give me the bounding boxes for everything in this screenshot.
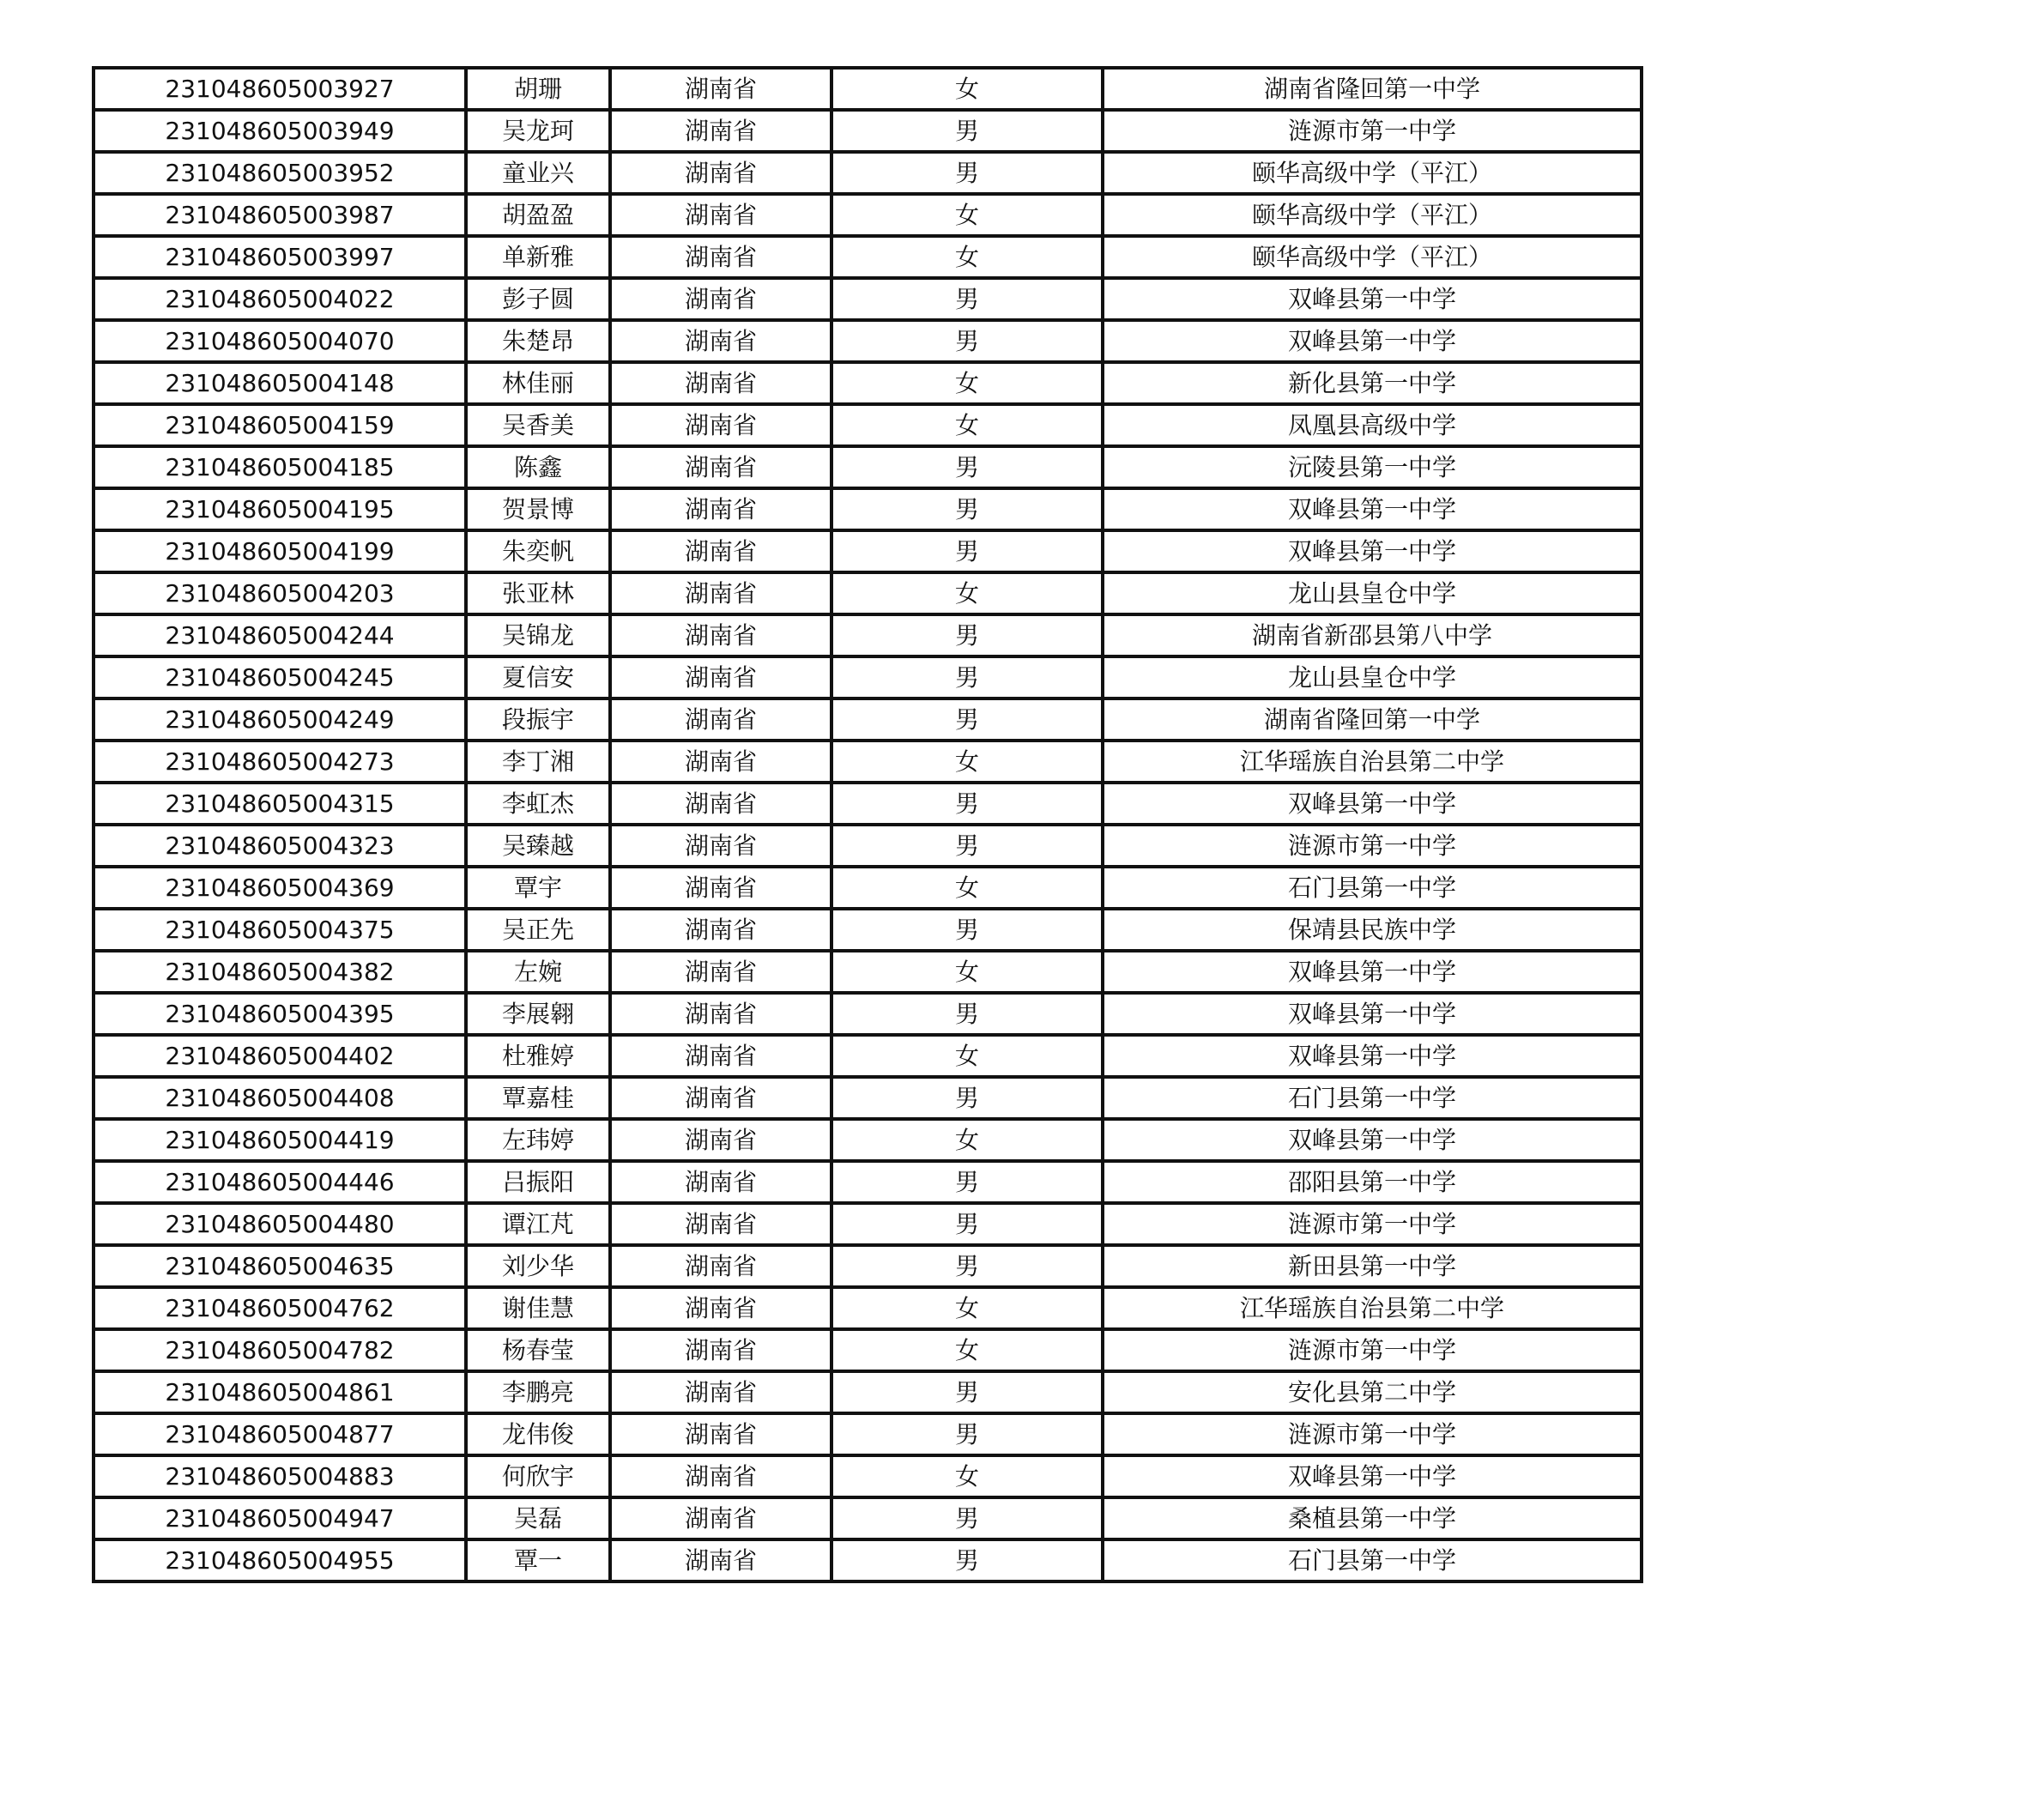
name-cell: 朱楚昂 <box>466 320 610 362</box>
school-cell: 湖南省隆回第一中学 <box>1103 68 1642 110</box>
name-cell: 左婉 <box>466 951 610 993</box>
name-cell: 覃嘉桂 <box>466 1077 610 1119</box>
exam-id-cell: 231048605004375 <box>94 909 466 951</box>
gender-cell: 男 <box>832 530 1103 572</box>
name-cell: 李鹏亮 <box>466 1371 610 1413</box>
table-row <box>94 993 1642 1035</box>
exam-id-cell: 231048605003949 <box>94 110 466 152</box>
gender-cell: 男 <box>832 1245 1103 1287</box>
school-cell: 桑植县第一中学 <box>1103 1497 1642 1539</box>
school-cell: 凤凰县高级中学 <box>1103 404 1642 446</box>
gender-cell: 男 <box>832 1371 1103 1413</box>
school-cell: 双峰县第一中学 <box>1103 1035 1642 1077</box>
exam-id-cell: 231048605003987 <box>94 194 466 236</box>
province-cell: 湖南省 <box>610 1371 832 1413</box>
school-cell: 江华瑶族自治县第二中学 <box>1103 1287 1642 1329</box>
province-cell: 湖南省 <box>610 951 832 993</box>
table-row <box>94 1413 1642 1455</box>
province-cell: 湖南省 <box>610 236 832 278</box>
province-cell: 湖南省 <box>610 362 832 404</box>
gender-cell: 女 <box>832 867 1103 909</box>
name-cell: 胡珊 <box>466 68 610 110</box>
name-cell: 何欣宇 <box>466 1455 610 1497</box>
name-cell: 吴锦龙 <box>466 614 610 656</box>
gender-cell: 男 <box>832 1497 1103 1539</box>
table-row <box>94 446 1642 488</box>
name-cell: 吴磊 <box>466 1497 610 1539</box>
name-cell: 夏信安 <box>466 656 610 698</box>
name-cell: 杜雅婷 <box>466 1035 610 1077</box>
gender-cell: 男 <box>832 1161 1103 1203</box>
exam-id-cell: 231048605004883 <box>94 1455 466 1497</box>
school-cell: 涟源市第一中学 <box>1103 110 1642 152</box>
exam-id-cell: 231048605003997 <box>94 236 466 278</box>
exam-id-cell: 231048605004395 <box>94 993 466 1035</box>
table-row <box>94 1455 1642 1497</box>
gender-cell: 男 <box>832 783 1103 825</box>
province-cell: 湖南省 <box>610 1455 832 1497</box>
gender-cell: 女 <box>832 1119 1103 1161</box>
table-row <box>94 572 1642 614</box>
gender-cell: 男 <box>832 909 1103 951</box>
exam-id-cell: 231048605004382 <box>94 951 466 993</box>
province-cell: 湖南省 <box>610 741 832 783</box>
exam-id-cell: 231048605004244 <box>94 614 466 656</box>
exam-id-cell: 231048605004273 <box>94 741 466 783</box>
table-row <box>94 236 1642 278</box>
province-cell: 湖南省 <box>610 194 832 236</box>
school-cell: 双峰县第一中学 <box>1103 1455 1642 1497</box>
name-cell: 谢佳慧 <box>466 1287 610 1329</box>
name-cell: 李展翱 <box>466 993 610 1035</box>
school-cell: 涟源市第一中学 <box>1103 825 1642 867</box>
gender-cell: 女 <box>832 68 1103 110</box>
province-cell: 湖南省 <box>610 993 832 1035</box>
table-row <box>94 1539 1642 1581</box>
exam-id-cell: 231048605004947 <box>94 1497 466 1539</box>
exam-id-cell: 231048605004185 <box>94 446 466 488</box>
table-row <box>94 614 1642 656</box>
name-cell: 林佳丽 <box>466 362 610 404</box>
gender-cell: 女 <box>832 741 1103 783</box>
province-cell: 湖南省 <box>610 614 832 656</box>
province-cell: 湖南省 <box>610 1245 832 1287</box>
gender-cell: 男 <box>832 446 1103 488</box>
school-cell: 沅陵县第一中学 <box>1103 446 1642 488</box>
province-cell: 湖南省 <box>610 1539 832 1581</box>
gender-cell: 女 <box>832 1287 1103 1329</box>
name-cell: 李丁湘 <box>466 741 610 783</box>
school-cell: 安化县第二中学 <box>1103 1371 1642 1413</box>
school-cell: 涟源市第一中学 <box>1103 1413 1642 1455</box>
gender-cell: 女 <box>832 1329 1103 1371</box>
exam-id-cell: 231048605004315 <box>94 783 466 825</box>
name-cell: 朱奕帆 <box>466 530 610 572</box>
table-row <box>94 278 1642 320</box>
exam-id-cell: 231048605003927 <box>94 68 466 110</box>
school-cell: 颐华高级中学（平江） <box>1103 194 1642 236</box>
province-cell: 湖南省 <box>610 867 832 909</box>
school-cell: 双峰县第一中学 <box>1103 1119 1642 1161</box>
school-cell: 湖南省新邵县第八中学 <box>1103 614 1642 656</box>
school-cell: 石门县第一中学 <box>1103 1539 1642 1581</box>
exam-id-cell: 231048605004195 <box>94 488 466 530</box>
school-cell: 涟源市第一中学 <box>1103 1329 1642 1371</box>
name-cell: 张亚林 <box>466 572 610 614</box>
table-row <box>94 152 1642 194</box>
table-row <box>94 698 1642 741</box>
exam-id-cell: 231048605003952 <box>94 152 466 194</box>
province-cell: 湖南省 <box>610 1161 832 1203</box>
table-row <box>94 1371 1642 1413</box>
province-cell: 湖南省 <box>610 404 832 446</box>
gender-cell: 女 <box>832 572 1103 614</box>
school-cell: 双峰县第一中学 <box>1103 488 1642 530</box>
table-row <box>94 1497 1642 1539</box>
table-row <box>94 320 1642 362</box>
province-cell: 湖南省 <box>610 656 832 698</box>
gender-cell: 男 <box>832 1203 1103 1245</box>
school-cell: 双峰县第一中学 <box>1103 320 1642 362</box>
table-row <box>94 68 1642 110</box>
province-cell: 湖南省 <box>610 783 832 825</box>
exam-id-cell: 231048605004762 <box>94 1287 466 1329</box>
exam-id-cell: 231048605004070 <box>94 320 466 362</box>
province-cell: 湖南省 <box>610 1413 832 1455</box>
province-cell: 湖南省 <box>610 320 832 362</box>
school-cell: 涟源市第一中学 <box>1103 1203 1642 1245</box>
name-cell: 吴臻越 <box>466 825 610 867</box>
province-cell: 湖南省 <box>610 488 832 530</box>
province-cell: 湖南省 <box>610 278 832 320</box>
province-cell: 湖南省 <box>610 1203 832 1245</box>
school-cell: 邵阳县第一中学 <box>1103 1161 1642 1203</box>
province-cell: 湖南省 <box>610 446 832 488</box>
exam-id-cell: 231048605004022 <box>94 278 466 320</box>
name-cell: 彭子圆 <box>466 278 610 320</box>
exam-id-cell: 231048605004159 <box>94 404 466 446</box>
exam-id-cell: 231048605004199 <box>94 530 466 572</box>
province-cell: 湖南省 <box>610 1077 832 1119</box>
exam-id-cell: 231048605004955 <box>94 1539 466 1581</box>
school-cell: 双峰县第一中学 <box>1103 993 1642 1035</box>
table-row <box>94 404 1642 446</box>
table-row <box>94 656 1642 698</box>
name-cell: 吕振阳 <box>466 1161 610 1203</box>
name-cell: 李虹杰 <box>466 783 610 825</box>
exam-id-cell: 231048605004408 <box>94 1077 466 1119</box>
province-cell: 湖南省 <box>610 572 832 614</box>
name-cell: 段振宇 <box>466 698 610 741</box>
name-cell: 单新雅 <box>466 236 610 278</box>
gender-cell: 男 <box>832 488 1103 530</box>
name-cell: 谭江芃 <box>466 1203 610 1245</box>
gender-cell: 女 <box>832 362 1103 404</box>
province-cell: 湖南省 <box>610 68 832 110</box>
school-cell: 龙山县皇仓中学 <box>1103 656 1642 698</box>
name-cell: 童业兴 <box>466 152 610 194</box>
province-cell: 湖南省 <box>610 530 832 572</box>
gender-cell: 男 <box>832 1077 1103 1119</box>
table-row <box>94 741 1642 783</box>
table-row <box>94 1035 1642 1077</box>
school-cell: 颐华高级中学（平江） <box>1103 152 1642 194</box>
gender-cell: 男 <box>832 614 1103 656</box>
exam-id-cell: 231048605004419 <box>94 1119 466 1161</box>
roster-table <box>92 66 1643 1583</box>
table-row <box>94 825 1642 867</box>
province-cell: 湖南省 <box>610 110 832 152</box>
exam-id-cell: 231048605004323 <box>94 825 466 867</box>
school-cell: 石门县第一中学 <box>1103 867 1642 909</box>
gender-cell: 女 <box>832 951 1103 993</box>
name-cell: 吴香美 <box>466 404 610 446</box>
gender-cell: 男 <box>832 656 1103 698</box>
school-cell: 颐华高级中学（平江） <box>1103 236 1642 278</box>
table-row <box>94 362 1642 404</box>
name-cell: 贺景博 <box>466 488 610 530</box>
table-row <box>94 1329 1642 1371</box>
gender-cell: 女 <box>832 1035 1103 1077</box>
gender-cell: 男 <box>832 993 1103 1035</box>
name-cell: 胡盈盈 <box>466 194 610 236</box>
name-cell: 刘少华 <box>466 1245 610 1287</box>
exam-id-cell: 231048605004249 <box>94 698 466 741</box>
exam-id-cell: 231048605004369 <box>94 867 466 909</box>
table-row <box>94 1161 1642 1203</box>
table-row <box>94 1245 1642 1287</box>
table-row <box>94 1203 1642 1245</box>
exam-id-cell: 231048605004635 <box>94 1245 466 1287</box>
school-cell: 湖南省隆回第一中学 <box>1103 698 1642 741</box>
table-row <box>94 867 1642 909</box>
gender-cell: 女 <box>832 1455 1103 1497</box>
exam-id-cell: 231048605004782 <box>94 1329 466 1371</box>
name-cell: 杨春莹 <box>466 1329 610 1371</box>
name-cell: 吴龙珂 <box>466 110 610 152</box>
name-cell: 龙伟俊 <box>466 1413 610 1455</box>
gender-cell: 男 <box>832 698 1103 741</box>
school-cell: 双峰县第一中学 <box>1103 951 1642 993</box>
name-cell: 陈鑫 <box>466 446 610 488</box>
name-cell: 覃一 <box>466 1539 610 1581</box>
table-row <box>94 1077 1642 1119</box>
gender-cell: 女 <box>832 194 1103 236</box>
gender-cell: 男 <box>832 110 1103 152</box>
exam-id-cell: 231048605004861 <box>94 1371 466 1413</box>
school-cell: 新化县第一中学 <box>1103 362 1642 404</box>
gender-cell: 男 <box>832 825 1103 867</box>
school-cell: 石门县第一中学 <box>1103 1077 1642 1119</box>
name-cell: 左玮婷 <box>466 1119 610 1161</box>
exam-id-cell: 231048605004148 <box>94 362 466 404</box>
table-row <box>94 783 1642 825</box>
exam-id-cell: 231048605004245 <box>94 656 466 698</box>
name-cell: 覃宇 <box>466 867 610 909</box>
gender-cell: 男 <box>832 320 1103 362</box>
table-row <box>94 110 1642 152</box>
gender-cell: 男 <box>832 278 1103 320</box>
province-cell: 湖南省 <box>610 698 832 741</box>
gender-cell: 男 <box>832 1539 1103 1581</box>
exam-id-cell: 231048605004480 <box>94 1203 466 1245</box>
exam-id-cell: 231048605004877 <box>94 1413 466 1455</box>
school-cell: 双峰县第一中学 <box>1103 783 1642 825</box>
school-cell: 江华瑶族自治县第二中学 <box>1103 741 1642 783</box>
roster-table-body <box>94 68 1642 1581</box>
gender-cell: 女 <box>832 404 1103 446</box>
table-row <box>94 194 1642 236</box>
table-row <box>94 951 1642 993</box>
gender-cell: 女 <box>832 236 1103 278</box>
table-row <box>94 1287 1642 1329</box>
table-row <box>94 530 1642 572</box>
table-row <box>94 1119 1642 1161</box>
province-cell: 湖南省 <box>610 1035 832 1077</box>
school-cell: 龙山县皇仓中学 <box>1103 572 1642 614</box>
province-cell: 湖南省 <box>610 825 832 867</box>
gender-cell: 男 <box>832 1413 1103 1455</box>
table-row <box>94 488 1642 530</box>
school-cell: 保靖县民族中学 <box>1103 909 1642 951</box>
gender-cell: 男 <box>832 152 1103 194</box>
province-cell: 湖南省 <box>610 1287 832 1329</box>
province-cell: 湖南省 <box>610 1119 832 1161</box>
exam-id-cell: 231048605004203 <box>94 572 466 614</box>
table-row <box>94 909 1642 951</box>
province-cell: 湖南省 <box>610 1497 832 1539</box>
province-cell: 湖南省 <box>610 152 832 194</box>
province-cell: 湖南省 <box>610 1329 832 1371</box>
school-cell: 新田县第一中学 <box>1103 1245 1642 1287</box>
school-cell: 双峰县第一中学 <box>1103 278 1642 320</box>
exam-id-cell: 231048605004402 <box>94 1035 466 1077</box>
exam-id-cell: 231048605004446 <box>94 1161 466 1203</box>
name-cell: 吴正先 <box>466 909 610 951</box>
school-cell: 双峰县第一中学 <box>1103 530 1642 572</box>
province-cell: 湖南省 <box>610 909 832 951</box>
